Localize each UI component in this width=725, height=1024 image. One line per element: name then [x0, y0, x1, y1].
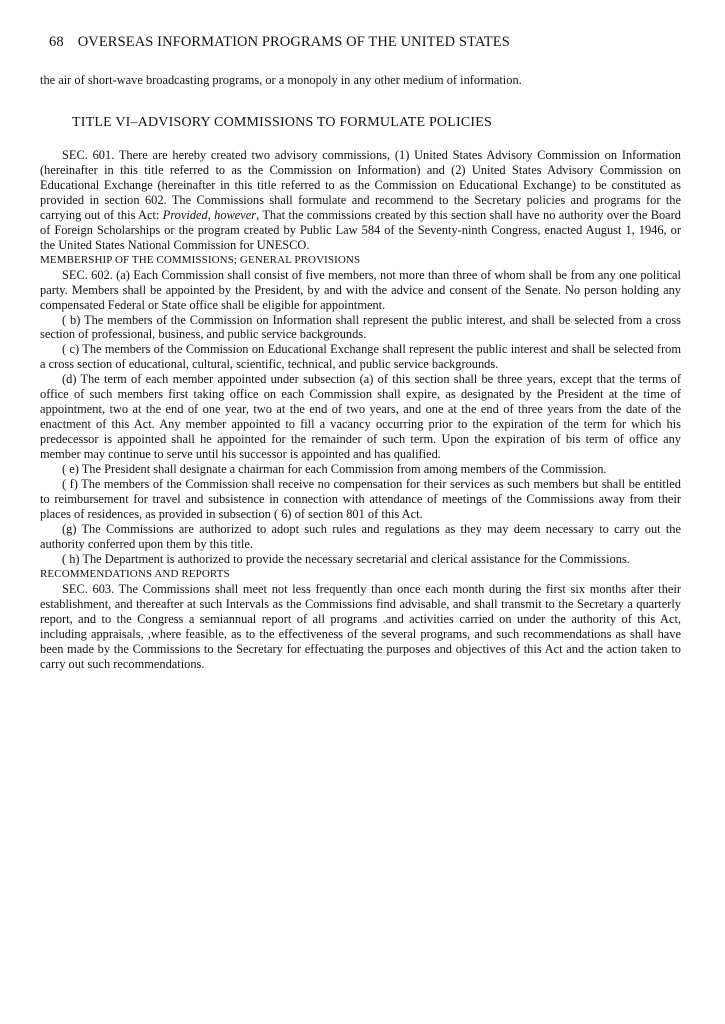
section-602-a: SEC. 602. (a) Each Commission shall consist of five members, not more than three of whom shall be from any one political party. Members shall be appointed by the President, by and with the advice and consent of the Senate. No person holding any compensated Federal or State office shall be eligible for appointment.	[40, 267, 681, 312]
sec601-text-a: SEC. 601. There are hereby created two advisory commissions, (1) United States Advisory Commission on Information (hereinafter in this title referred to as the Commission on Information) and (2) United States Advisory Commission on Educational Exchange (hereinafter in this title referred to as the Commission on Educational Exchange) to be constituted as provided in section 602. The Commissions shall formulate and recommend to the Secretary policies and programs for the carrying out of this Act:	[40, 148, 681, 222]
section-602-g: (g) The Commissions are authorized to adopt such rules and regulations as they may deem necessary to carry out the authority conferred upon them by this title.	[40, 521, 681, 551]
section-602-d: (d) The term of each member appointed under subsection (a) of this section shall be three years, except that the terms of office of such members first taking office on each Commission shall expire, as designated by the President at the time of appointment, two at the end of one year, two at the end of two years, and one at the end of three years from the date of the enactment of this Act. Any member appointed to fill a vacancy occurring prior to the expiration of the term for which his predecessor is appointed shall he appointed for the remainder of such term. Upon the expiration of bis term of office any member may continue to serve until his successor is appointed and has qualified.	[40, 372, 681, 462]
section-603: SEC. 603. The Commissions shall meet not less frequently than once each month during the first six months after their establishment, and thereafter at such Intervals as the Commissions find advisable, and shall transmit to the Secretary a quarterly report, and to the Congress a semiannual report of all programs .and activities carried on under the authority of this Act, including appraisals, ,where feasible, as to the effectiveness of the several programs, and such recommendations as shall have been made by the Commissions to the Secretary for effectuating the purposes and objectives of this Act and the action taken to carry out such recommendations.	[40, 581, 681, 671]
sec601-italic-proviso: Provided, however	[162, 207, 257, 222]
page-number: 68	[49, 34, 64, 50]
subheading-membership: MEMBERSHIP OF THE COMMISSIONS; GENERAL PROVISIONS	[40, 253, 361, 266]
running-title: OVERSEAS INFORMATION PROGRAMS OF THE UNITED STATES	[77, 34, 510, 50]
body-text	[40, 148, 681, 671]
running-header	[49, 34, 689, 51]
subheading-recommendations: RECOMMENDATIONS AND REPORTS	[40, 567, 230, 580]
continuation-line: the air of short-wave broadcasting programs, or a monopoly in any other medium of information.	[40, 73, 522, 87]
title-heading: TITLE VI–ADVISORY COMMISSIONS TO FORMULATE POLICIES	[72, 115, 492, 130]
section-601	[40, 148, 681, 253]
sec601-text-b: , That the commissions created by this section shall have no authority over the Board of Foreign Scholarships or the program created by Public Law 584 of the Seventy-ninth Congress, enacted August 1, 1946, or the United States National Commission for UNESCO.	[40, 207, 681, 252]
section-602-h: ( h) The Department is authorized to provide the necessary secretarial and clerical assistance for the Commissions.	[62, 551, 630, 566]
section-602-f: ( f) The members of the Commission shall receive no compensation for their services as such members but shall be entitled to reimbursement for travel and subsistence in connection with attendance of meetings of the Commissions away from their places of residences, as provided in subsection ( 6) of section 801 of this Act.	[40, 477, 681, 521]
section-602-c: ( c) The members of the Commission on Educational Exchange shall represent the public interest and shall be selected from a cross section of educational, cultural, scientific, technical, and public service backgrounds.	[40, 342, 681, 372]
section-602-b: ( b) The members of the Commission on Information shall represent the public interest, and shall be selected from a cross section of professional, business, and public service backgrounds.	[40, 312, 681, 342]
section-602-e: ( e) The President shall designate a chairman for each Commission from among members of the Commission.	[62, 462, 607, 477]
